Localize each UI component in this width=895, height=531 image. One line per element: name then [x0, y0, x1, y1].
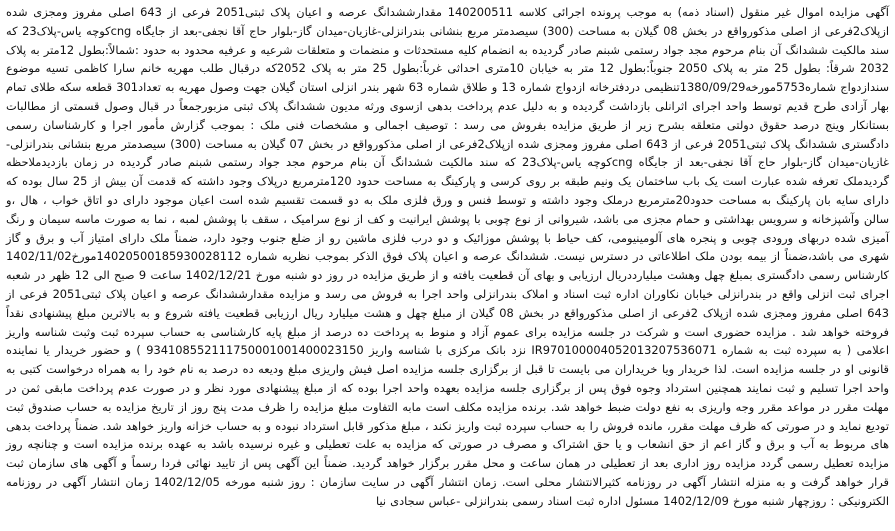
auction-notice-body: آگهی مزایده اموال غیر منقول (اسناد ذمه) به موجب پرونده اجرائی کلاسه 140200511 مقدارششدانگ عرصه و اعیان پلاک ثبتی2051 فرعی از 643 اصلی مفروز ومجزی شده ازپلاک2فرعی از اصلی مذکورواقع در بخش 08 گیلان به مساحت (300) سیصدمتر مربع بنشانی بندرانزلی-غازیان-میدان گاز-بلوار حاج آقا نجفی-بعد از جایگاه cngکوچه یاس-پلاک23 که سند مالکیت ششدانگ آن بنام مرحوم مجد جواد رستمی شبنم صادر گردیده به انضمام کلیه مستحدثات و منضمات و متعلقات شرعیه و عرفیه محدود به حدود :شمالاً:بطول 12متر به پلاک 2032 شرقاً: بطول 25 متر به پلاک 2050 جنوباً:بطول 12 متر به خیابان 10متری احداثی غرباً:بطول 25 متر به پلاک 2052که درقبال طلب مهریه خانم سارا کاظمی تسیه موضوع سندازدواج شماره5753مورخه1380/09/29تنظیمی دردفترخانه ازدواج شماره 13 و طلاق شماره 63 شهر بندر انزلی استان گیلان جهت وصول مهریه به تعداد301 قطعه سکه طلای تمام بهار آزادی طرح قدیم توسط واحد اجرای اثرانلی بازداشت گردیده و به دلیل عدم پرداخت بدهی ازسوی ورثه مدیون ششدانگ پلاک ثبتی مزبورجمعاً در قبال وصول قسمتی از مطالبات بستانکار وینج درصد حقوق دولتی متعلقه بشرح زیر از طریق مزایده بفروش می رسد : توصیف اجمالی و مشخصات فنی ملک : بموجب گزارش مأمور اجرا و کارشناسان رسمی دادگستری ششدانگ پلاک ثبتی2051 فرعی از 643 اصلی مفروز ومجزی شده ازپلاک2فرعی از اصلی مذکورواقع در بخش 07 گیلان به مساحت (300) سیصدمتر مربع بنشانی بندرانزلی-غازیان-میدان گاز-بلوار حاج آقا نجفی-بعد از جایگاه cngکوچه یاس-پلاک23 که سند مالکیت ششدانگ آن بنام مرحوم مجد جواد رستمی شبنم صادر گردیده در زمان بازدیدملاحظه گردیدملک تعرفه شده عبارت است یک باب ساختمان یک ونیم طبقه بر روی کرسی و پارکینگ به مساحت حدود 120مترمربع درپلاک وجود داشته که قدمت آن بیش از 25 سال بوده که دارای سایه بان پارکینگ به مساحت حدود20مترمربع درملک وجود داشته و توسط فنس و ورق فلزی ملک به دو قسمت تقسیم شده است اعیان موجود دارای دو اتاق خواب ، هال ،و سالن وآشپزخانه و سرویس بهداشتی و حمام مجزی می باشد، شیروانی از نوع چوبی با پوشش ایرانیت و کف از نوع سرامیک ، سقف با پوشش لمبه ، نما به صورت ماسه سیمان و رنگ آمیزی شده دربهای ورودی چوبی و پنجره های آلومینیومی، کف حیاط با پوشش موزائیک و دو درب فلزی ماشین رو از ضلع جنوب وجود دارد، ضمناً ملک دارای امتیاز آب و برق و گاز شهری می باشد،ضمناً از بیمه بودن ملک اطلاعاتی در دسترس نیست. ششدانگ عرصه و اعیان پلاک فوق الذکر بموجب نظریه شماره 14020500185930028112مورخ1402/11/02 کارشناس رسمی دادگستری بمبلغ چهل وهشت میلیارددریال ارزیابی و بهای آن قطعیت یافته و از طریق مزایده در روز دو شنبه مورخ 1402/12/21 ساعت 9 صبح الی 12 ظهر در شعبه اجرای ثبت انزلی واقع در بندرانزلی خیابان نکاوران اداره ثبت اسناد و املاک بندرانزلی واحد اجرا به فروش می رسد و مزایده مقدارششدانگ عرصه و اعیان پلاک ثبتی2051 فرعی از 643 اصلی مفروز ومجزی شده ازپلاک 2فرعی از اصلی مذکورواقع در بخش 08 گیلان از مبلغ چهل و هشت میلیارد ریال ارزیابی قطعیت یافته شروع و به بالاترین مبلغ پیشنهادی نقداً فروخته خواهد شد . مزایده حضوری است و شرکت در جلسه مزایده برای عموم آزاد و منوط به پرداخت ده درصد از مبلغ پایه کارشناسی به حساب سپرده ثبت وثبت شناسه واریز اعلامی ( به سپرده ثبت به شماره IR970100004052013207536071 نزد بانک مرکزی با شناسه واریز 934108552111750001001400023150 ) و حضور خریدار یا نماینده قانونی او در جلسه مزایده است. لذا خریدار ویا خریداران می بایست تا قبل از برگزاری جلسه مزایده اصل فیش واریزی مبلغ ودیعه ده درصد به نام خود را به همراه درخواست کتبی به واحد اجرا تسلیم و ثبت نمایند همچنین استرداد وجوه فوق پس از برگزاری جلسه مزایده بعهده واحد اجرا بوده که از مبلغ پیشنهادی مورد نظر و در صورت عدم پرداخت مابقی ثمن در مهلت مقرر در مواعد مقرر وجه واریزی به نفع دولت ضبط خواهد شد. برنده مزایده مکلف است مابه التفاوت مبلغ مزایده را ظرف مدت پنج روز از تاریخ مزایده به حساب صندوق ثبت تودیع نماید و در صورتی که ظرف مهلت مقرر، مانده فروش را به حساب سپرده ثبت واریز نکند ، مبلغ مذکور قابل استرداد نبوده و به حساب خزانه واریز خواهد شد. ضمناً پرداخت بدهی های مربوط به آب و برق و گاز اعم از حق انشعاب و یا حق اشتراک و مصرف در صورتی که مزایده به علت تعطیلی و غیره نرسیده باشد به عهده برنده مزایده است و چنانچه روز مزایده تعطیل رسمی گردد مزایده روز اداری بعد از تعطیلی در همان ساعت و محل مقرر برگزار خواهد گردید. ضمناً این آگهی پس از تایید نهائی فردا رسماً و آگهی های سازمان ثبت قرار خواهد گرفت و به منزله انتشار آگهی در روزنامه کثیرالانتشار محلی است. زمان انتشار آگهی در سایت سازمان : روز شنبه مورخه 1402/12/05 زمان انتشار آگهی در روزنامه الکترونیکی : روزچهار شنبه مورخ 1402/12/09 مسئول اداره ثبت اسناد رسمی بندرانزلی -عباس سجادی نیا: [6, 5, 890, 508]
